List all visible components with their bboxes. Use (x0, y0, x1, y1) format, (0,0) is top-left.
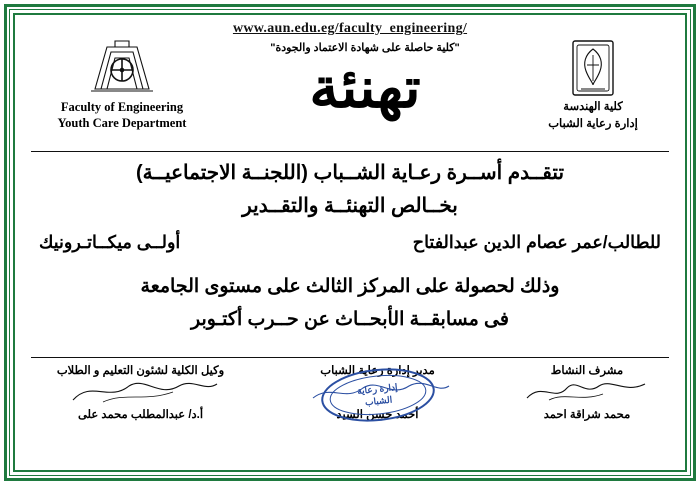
signature-name: محمد شراقة احمد (543, 408, 631, 421)
handwritten-signature-icon (33, 378, 248, 404)
faculty-name-arabic (513, 99, 673, 134)
svg-text:إدارة رعاية: إدارة رعاية (356, 381, 398, 397)
faculty-ar-line2: إدارة رعاية الشباب (548, 118, 638, 131)
body-line-4: وذلك لحصولة على المركز الثالث على مستوى الجامعة (140, 276, 560, 297)
divider-bottom (31, 357, 669, 358)
engineering-logo-icon (85, 39, 159, 97)
page-title: تهنئة (309, 56, 421, 119)
certificate-content (17, 17, 683, 468)
signature-block-vice-dean (33, 364, 248, 421)
handwritten-signature-icon (283, 378, 473, 404)
signatures-row (27, 364, 673, 421)
signature-title: وكيل الكلية لشئون التعليم و الطلاب (56, 365, 225, 377)
signature-block-youth-care-director (283, 364, 473, 421)
accreditation-note: "كلية حاصلة على شهادة الاعتماد والجودة" (270, 42, 460, 54)
website-url: www.aun.edu.eg/faculty_engineering/ (232, 21, 468, 36)
divider-top (31, 151, 669, 152)
certificate-header (27, 37, 673, 145)
faculty-seal-icon (570, 39, 616, 97)
body-line-5: فى مسابقــة الأبحــاث عن حــرب أكتـوبر (191, 309, 509, 330)
svg-text:الشباب: الشباب (364, 394, 393, 408)
signature-block-activity-supervisor (507, 364, 667, 421)
header-center (217, 37, 513, 119)
faculty-en-line1: Faculty of Engineering (60, 100, 184, 114)
student-department: أولــى ميكــاتـرونيك (39, 232, 181, 252)
signature-name: أ.د/ عبدالمطلب محمد على (77, 408, 204, 421)
faculty-name-english (27, 100, 217, 131)
header-right (513, 37, 673, 134)
student-name: للطالب/عمر عصام الدين عبدالفتاح (412, 232, 661, 252)
body-line-1: تتقــدم أســرة رعـاية الشــباب (اللجنــة الاجتماعيــة) (135, 162, 565, 184)
faculty-en-line2: Youth Care Department (57, 115, 187, 130)
signature-title: مشرف النشاط (550, 365, 624, 377)
header-left (27, 37, 217, 131)
signature-name: أحمد حسن السيد (336, 408, 419, 421)
handwritten-signature-icon (507, 378, 667, 404)
body-line-2: بخــالص التهنئــة والتقــدير (242, 195, 458, 217)
signature-title: مدير إدارة رعاية الشباب (320, 365, 435, 377)
faculty-ar-line1: كلية الهندسة (563, 101, 623, 113)
body-line-3 (27, 232, 673, 253)
certificate-body (27, 160, 673, 331)
